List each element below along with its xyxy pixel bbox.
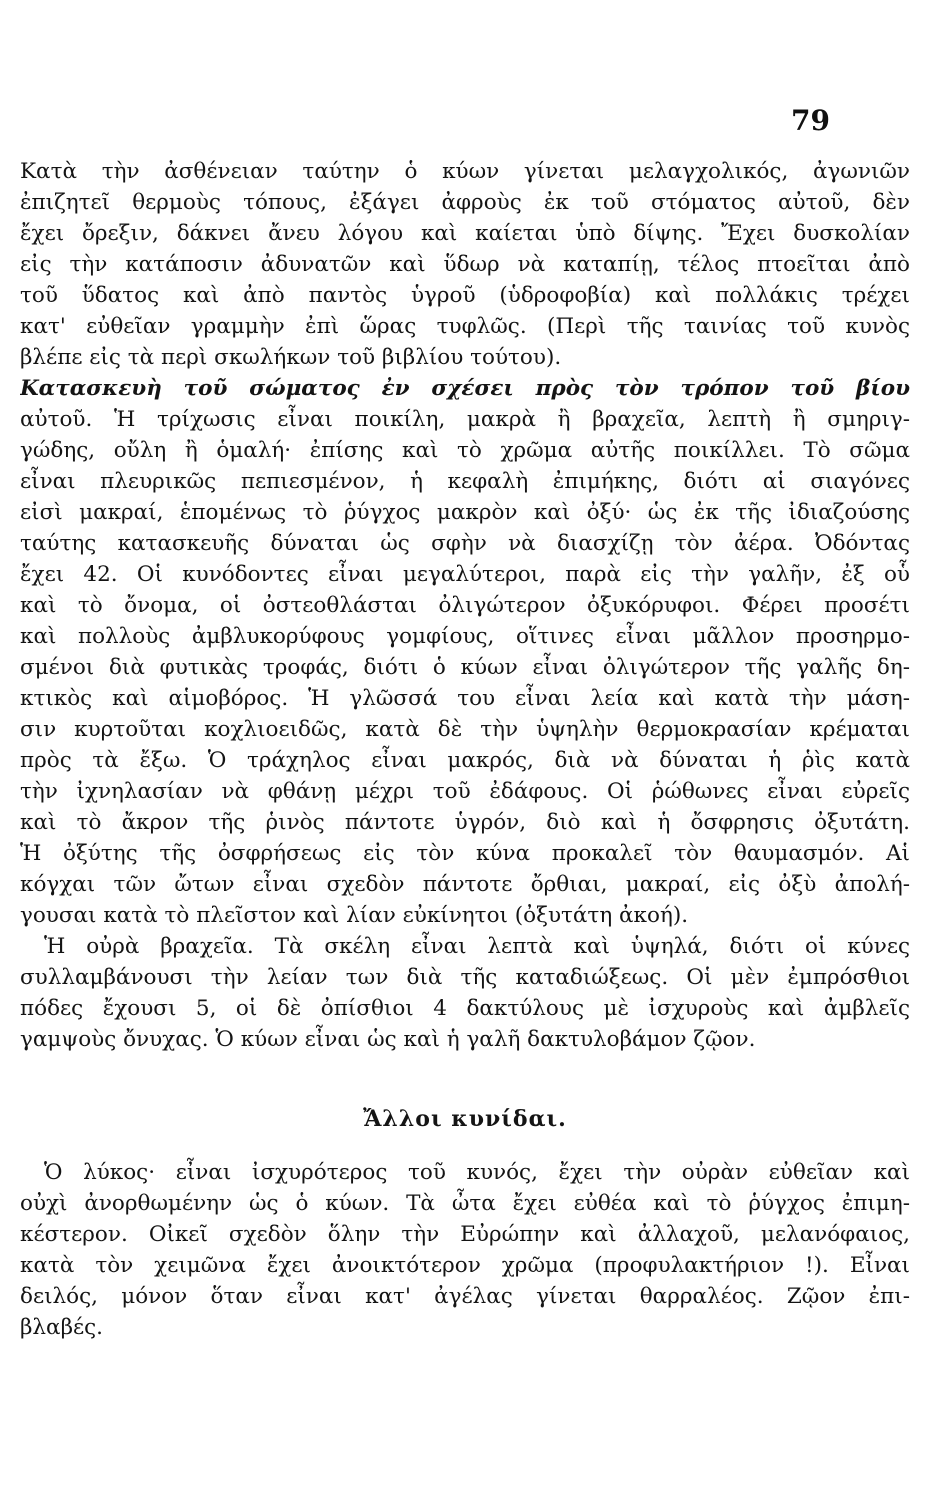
paragraph	[20, 156, 910, 373]
paragraph	[20, 373, 910, 931]
text-line-italic-heading: Κατασκευὴ τοῦ σώματος ἐν σχέσει πρὸς τὸν τρόπον τοῦ βίου	[20, 376, 910, 401]
text-line: κτικὸς καὶ αἱμοβόρος. Ἡ γλῶσσά του εἶναι λεία καὶ κατὰ τὴν μάση-	[20, 686, 910, 711]
body-text	[20, 156, 910, 1343]
text-line: βλέπε εἰς τὰ περὶ σκωλήκων τοῦ βιβλίου τούτου).	[20, 345, 562, 370]
text-line: εἶναι πλευρικῶς πεπιεσμένον, ἡ κεφαλὴ ἐπιμήκης, διότι αἱ σιαγόνες	[20, 469, 910, 494]
text-line: ταύτης κατασκευῆς δύναται ὡς σφὴν νὰ διασχίζῃ τὸν ἀέρα. Ὀδόντας	[20, 531, 910, 556]
text-line: πόδες ἔχουσι 5, οἱ δὲ ὀπίσθιοι 4 δακτύλους μὲ ἰσχυροὺς καὶ ἀμβλεῖς	[20, 996, 910, 1021]
text-line: γώδης, οὔλη ἢ ὁμαλή· ἐπίσης καὶ τὸ χρῶμα αὐτῆς ποικίλλει. Τὸ σῶμα	[20, 438, 910, 463]
text-line: γαμψοὺς ὄνυχας. Ὁ κύων εἶναι ὡς καὶ ἡ γαλῆ δακτυλοβάμον ζῷον.	[20, 1027, 756, 1052]
text-line: Ἡ οὐρὰ βραχεῖα. Τὰ σκέλη εἶναι λεπτὰ καὶ ὑψηλά, διότι οἱ κύνες	[44, 934, 910, 959]
text-line: σμένοι διὰ φυτικὰς τροφάς, διότι ὁ κύων εἶναι ὀλιγώτερον τῆς γαλῆς δη-	[20, 655, 910, 680]
text-line: εἰς τὴν κατάποσιν ἀδυνατῶν καὶ ὕδωρ νὰ καταπίῃ, τέλος πτοεῖται ἀπὸ	[20, 252, 910, 277]
text-line: σιν κυρτοῦται κοχλιοειδῶς, κατὰ δὲ τὴν ὑψηλὴν θερμοκρασίαν κρέμαται	[20, 717, 910, 742]
page-number: 79	[791, 104, 830, 137]
text-line: Ἡ ὀξύτης τῆς ὀσφρήσεως εἰς τὸν κύνα προκαλεῖ τὸν θαυμασμόν. Αἱ	[20, 841, 910, 866]
text-line: καὶ πολλοὺς ἀμβλυκορύφους γομφίους, οἵτινες εἶναι μᾶλλον προσηρμο-	[20, 624, 910, 649]
text-line: ἔχει 42. Οἱ κυνόδοντες εἶναι μεγαλύτεροι, παρὰ εἰς τὴν γαλῆν, ἐξ οὗ	[20, 562, 910, 587]
text-line: βλαβές.	[20, 1315, 104, 1340]
text-line: αὐτοῦ. Ἡ τρίχωσις εἶναι ποικίλη, μακρὰ ἢ βραχεῖα, λεπτὴ ἢ σμηριγ-	[20, 407, 910, 432]
text-line: γουσαι κατὰ τὸ πλεῖστον καὶ λίαν εὐκίνητοι (ὀξυτάτη ἀκοή).	[20, 903, 689, 928]
text-line: καὶ τὸ ἄκρον τῆς ῥινὸς πάντοτε ὑγρόν, διὸ καὶ ἡ ὄσφρησις ὀξυτάτη.	[20, 810, 910, 835]
text-line: εἰσὶ μακραί, ἑπομένως τὸ ῥύγχος μακρὸν καὶ ὀξύ· ὡς ἐκ τῆς ἰδιαζούσης	[20, 500, 910, 525]
text-line: ἐπιζητεῖ θερμοὺς τόπους, ἐξάγει ἀφροὺς ἐκ τοῦ στόματος αὐτοῦ, δὲν	[20, 190, 910, 215]
text-line: κέστερον. Οἰκεῖ σχεδὸν ὅλην τὴν Εὐρώπην καὶ ἀλλαχοῦ, μελανόφαιος,	[20, 1222, 910, 1247]
text-line: Κατὰ τὴν ἀσθένειαν ταύτην ὁ κύων γίνεται μελαγχολικός, ἀγωνιῶν	[20, 159, 910, 184]
text-line: δειλός, μόνον ὅταν εἶναι κατ' ἀγέλας γίνεται θαρραλέος. Ζῷον ἐπι-	[20, 1284, 910, 1309]
text-line: κατὰ τὸν χειμῶνα ἔχει ἀνοικτότερον χρῶμα (προφυλακτήριον !). Εἶναι	[20, 1253, 910, 1278]
paragraph	[20, 931, 910, 1055]
text-line: καὶ τὸ ὄνομα, οἱ ὀστεοθλάσται ὀλιγώτερον ὀξυκόρυφοι. Φέρει προσέτι	[20, 593, 910, 618]
text-line: πρὸς τὰ ἔξω. Ὁ τράχηλος εἶναι μακρός, διὰ νὰ δύναται ἡ ῥὶς κατὰ	[20, 748, 910, 773]
text-line: ἔχει ὄρεξιν, δάκνει ἄνευ λόγου καὶ καίεται ὑπὸ δίψης. Ἔχει δυσκολίαν	[20, 221, 910, 246]
text-line: τοῦ ὕδατος καὶ ἀπὸ παντὸς ὑγροῦ (ὑδροφοβία) καὶ πολλάκις τρέχει	[20, 283, 910, 308]
text-line: Ὁ λύκος· εἶναι ἰσχυρότερος τοῦ κυνός, ἔχει τὴν οὐρὰν εὐθεῖαν καὶ	[44, 1160, 910, 1185]
text-line: οὐχὶ ἀνορθωμένην ὡς ὁ κύων. Τὰ ὦτα ἔχει εὐθέα καὶ τὸ ῥύγχος ἐπιμη-	[20, 1191, 910, 1216]
paragraph	[20, 1157, 910, 1343]
text-line: συλλαμβάνουσι τὴν λείαν των διὰ τῆς καταδιώξεως. Οἱ μὲν ἐμπρόσθιοι	[20, 965, 910, 990]
text-line: κατ' εὐθεῖαν γραμμὴν ἐπὶ ὥρας τυφλῶς. (Περὶ τῆς ταινίας τοῦ κυνὸς	[20, 314, 910, 339]
section-heading: Ἄλλοι κυνίδαι.	[363, 1106, 567, 1132]
text-line: τὴν ἰχνηλασίαν νὰ φθάνῃ μέχρι τοῦ ἐδάφους. Οἱ ῥώθωνες εἶναι εὐρεῖς	[20, 779, 910, 804]
text-line: κόγχαι τῶν ὤτων εἶναι σχεδὸν πάντοτε ὄρθιαι, μακραί, εἰς ὀξὺ ἀπολή-	[20, 872, 910, 897]
